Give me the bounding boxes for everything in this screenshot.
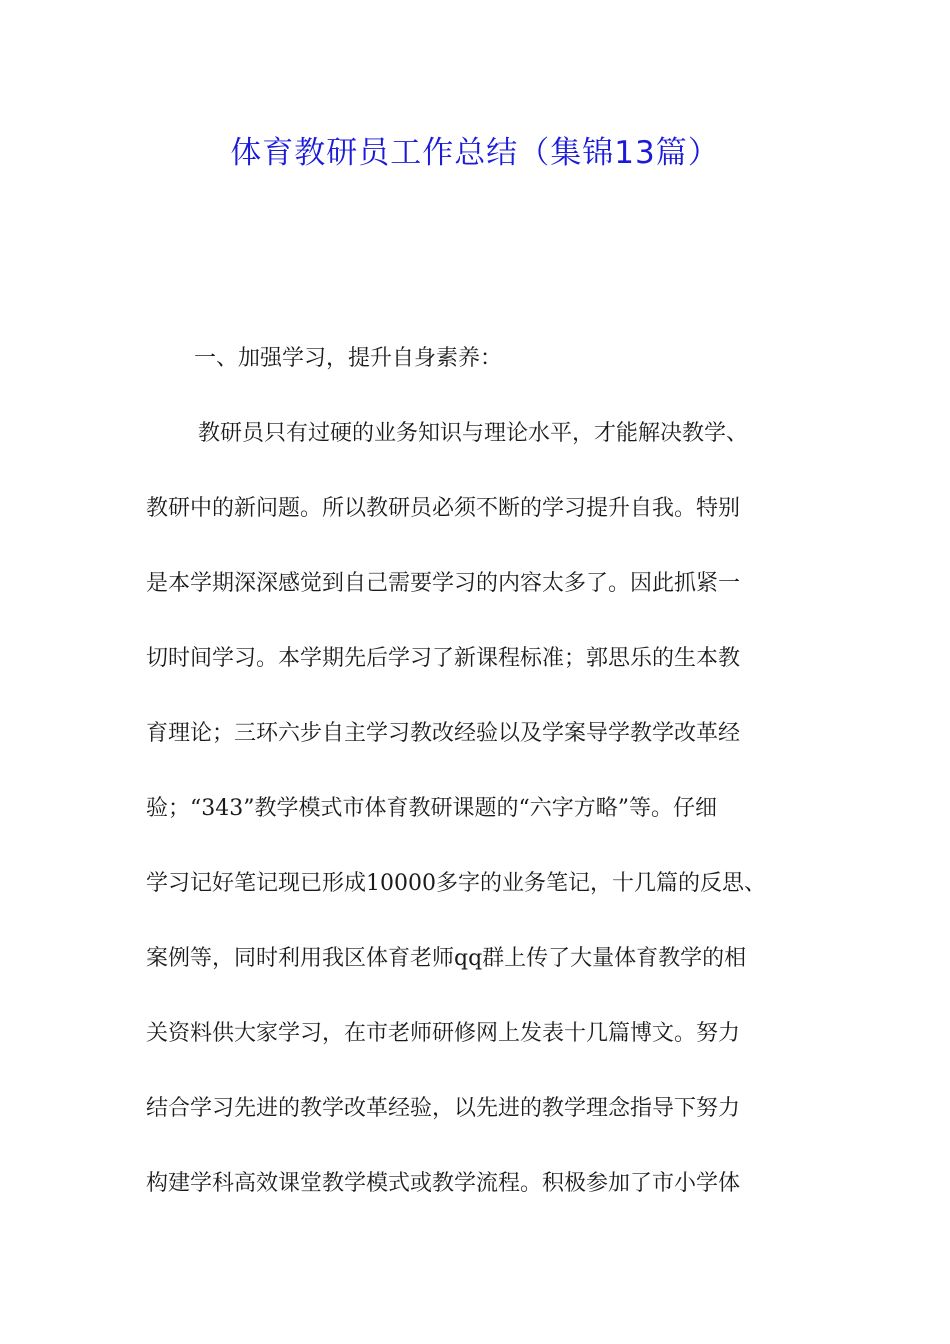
paragraph-line: 关资料供大家学习，在市老师研修网上发表十几篇博文。努力 xyxy=(146,1021,741,1046)
paragraph-line: 教研中的新问题。所以教研员必须不断的学习提升自我。特别 xyxy=(146,496,741,521)
paragraph-line: 学习记好笔记现已形成10000多字的业务笔记，十几篇的反思、 xyxy=(146,871,766,896)
paragraph-line: 教研员只有过硬的业务知识与理论水平，才能解决教学、 xyxy=(198,421,749,446)
paragraph-line: 是本学期深深感觉到自己需要学习的内容太多了。因此抓紧一 xyxy=(146,571,741,596)
paragraph-line: 育理论；三环六步自主学习教改经验以及学案导学教学改革经 xyxy=(146,721,741,746)
paragraph-line: 案例等，同时利用我区体育老师qq群上传了大量体育教学的相 xyxy=(146,946,747,971)
section-heading: 一、加强学习，提升自身素养： xyxy=(194,346,503,371)
paragraph-line: 构建学科高效课堂教学模式或教学流程。积极参加了市小学体 xyxy=(146,1171,741,1196)
paragraph-line: 切时间学习。本学期先后学习了新课程标准；郭思乐的生本教 xyxy=(146,646,741,671)
paragraph-line: 结合学习先进的教学改革经验，以先进的教学理念指导下努力 xyxy=(146,1096,741,1121)
document-title: 体育教研员工作总结（集锦13篇） xyxy=(230,135,720,171)
paragraph-line: 验；“343”教学模式市体育教研课题的“六字方略”等。仔细 xyxy=(146,796,717,821)
